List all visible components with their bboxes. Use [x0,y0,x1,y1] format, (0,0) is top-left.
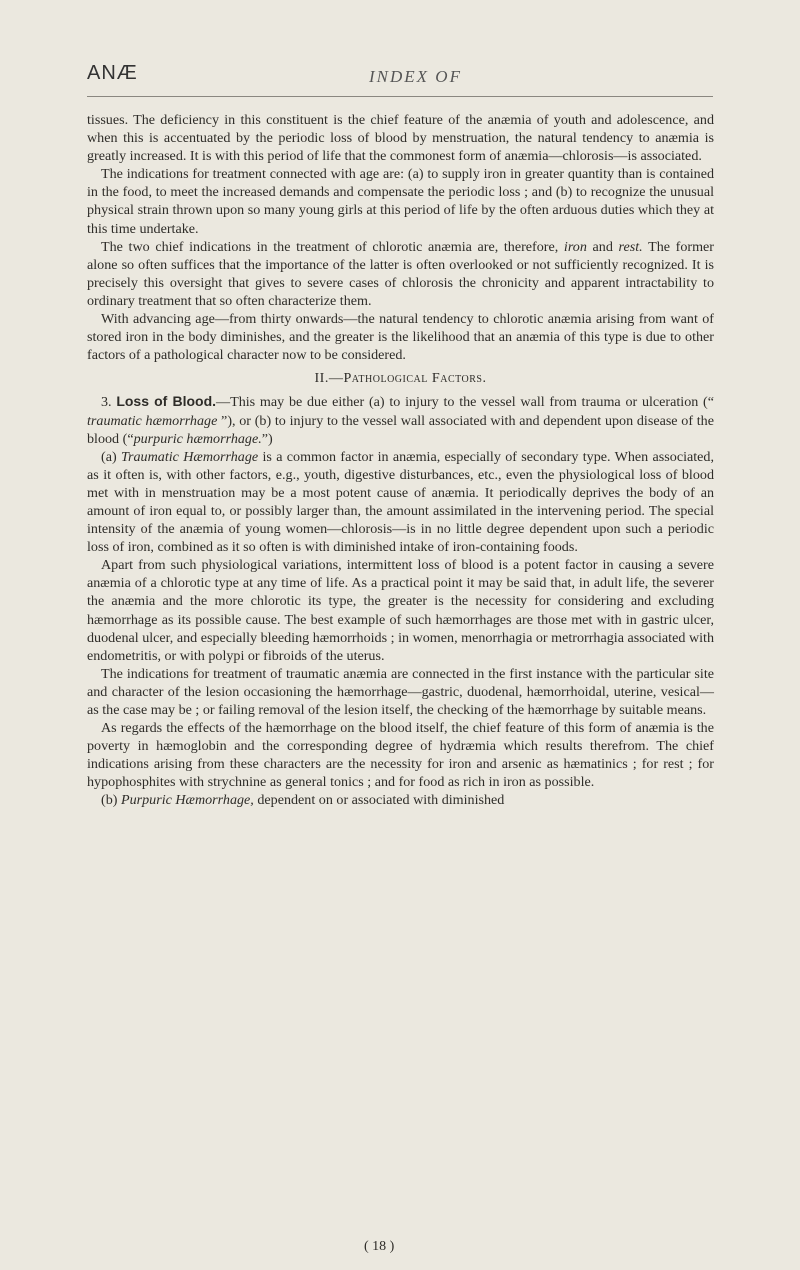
item-number: 3. [101,394,117,411]
emphasis-rest: rest. [618,238,643,255]
paragraph-loss-of-blood [87,392,714,447]
paragraph-physiological-variations: Apart from such physiological variations, intermittent loss of blood is a potent factor in causing a severe anæmia of a chlorotic type at any time of life. As a practical point it may be said that, in adult life, the severer the anæmia and the more chlorotic its type, the greater is the necessity for considering and excluding hæmorrhage as its possible cause. The best example of such hæmorrhages are those met with in gastric ulcer, duodenal ulcer, and especially bleeding hæmorrhoids ; in women, menorrhagia or metrorrhagia associated with endometritis, or with polypi or fibroids of the uterus. [87,557,714,664]
text-span: The two chief indications in the treatment of chlorotic anæmia are, therefore, [101,238,564,255]
text-span: (b) [101,792,121,809]
emphasis-traumatic: traumatic hæmorrhage [87,412,218,429]
paragraph-tissues: tissues. The deficiency in this constituent is the chief feature of the anæmia of youth and adolescence, and when this is accentuated by the periodic loss of blood by menstruation, the natural tendency to anæmia is greatly increased. It is with this period of life that the commonest form of anæmia—chlorosis—is associated. [87,112,714,165]
text-span: and [586,238,619,255]
emphasis-iron: iron [563,238,587,255]
text-span: ”) [261,430,273,447]
section-heading: II.—Pathological Factors. [314,370,487,387]
text-span: dependent on or associated with diminished [253,792,505,809]
header-title: INDEX OF [369,67,462,86]
emphasis-purpuric-title: Purpuric Hæmorrhage, [120,792,254,809]
paragraph-traumatic-haemorrhage [87,448,714,557]
paragraph-treatment-traumatic: The indications for treatment of traumatic anæmia are connected in the first instance with the particular site and character of the lesion occasioning the hæmorrhage—gastric, duodenal, hæmorrhoidal, uterine, vesical—as the case may be ; or failing removal of the lesion itself, the checking of the hæmorrhage by suitable means. [87,665,714,718]
paragraph-purpuric-haemorrhage [87,791,714,809]
running-header [87,50,713,100]
text-span: The former alone so often suffices that the importance of the latter is often overlooked or not sufficiently recognized. It is precisely this oversight that gives to severe cases of chlorosis the chronicity and apparent intractability to ordinary treatment that so often characterize them. [87,238,714,309]
header-section-label: ANÆ [87,62,138,84]
text-span: (a) [101,448,121,465]
paragraph-chlorotic-treatment [87,238,714,310]
text-span: —This may be due either (a) to injury to the vessel wall from trauma or ulceration (“ [216,394,714,411]
page-body [87,111,714,810]
emphasis-traumatic-title: Traumatic Hæmorrhage [120,448,259,465]
paragraph-effects-on-blood: As regards the effects of the hæmorrhage on the blood itself, the chief feature of this form of anæmia is the poverty in hæmoglobin and the corresponding degree of hydræmia which results therefrom. The chief indications arising from these characters are the necessity for iron and arsenic as hæmatinics ; for rest ; for hypophosphites with strychnine as general tonics ; and for food as rich in iron as possible. [87,720,714,791]
header-rule [87,96,713,97]
emphasis-purpuric: purpuric hæmorrhage. [133,430,262,447]
paragraph-indications-age: The indications for treatment connected with age are: (a) to supply iron in greater quantity than is contained in the food, to meet the increased demands and compensate the periodic loss ; and (b) to recognize the unusual physical strain thrown upon so many young girls at this period of life by the often arduous duties which they at this time undertake. [87,166,714,237]
subsection-heading: Loss of Blood. [116,393,217,410]
paragraph-advancing-age: With advancing age—from thirty onwards—the natural tendency to chlorotic anæmia arising from want of stored iron in the body diminishes, and the greater is the likelihood that an anæmia of this type is due to other factors of a pathological character now to be considered. [87,311,714,364]
text-span: is a common factor in anæmia, especially of secondary type. When associated, as it often is, with other factors, e.g., youth, digestive disturbances, etc., even the physiological loss of blood met with in menstruation may be a most potent cause of anæmia. It periodically deprives the body of an amount of iron equal to, or possibly larger than, the amount assimilated in the intervening period. The special intensity of the anæmia of young women—chlorosis—is in no little degree dependent upon such a periodic loss of iron, combined as it so often is with diminished intake of iron-containing foods. [87,448,714,556]
page-number: ( 18 ) [364,1239,395,1254]
text-span: ”), or (b) to injury to the vessel wall associated with and dependent upon disease of the blood (“ [87,412,714,447]
